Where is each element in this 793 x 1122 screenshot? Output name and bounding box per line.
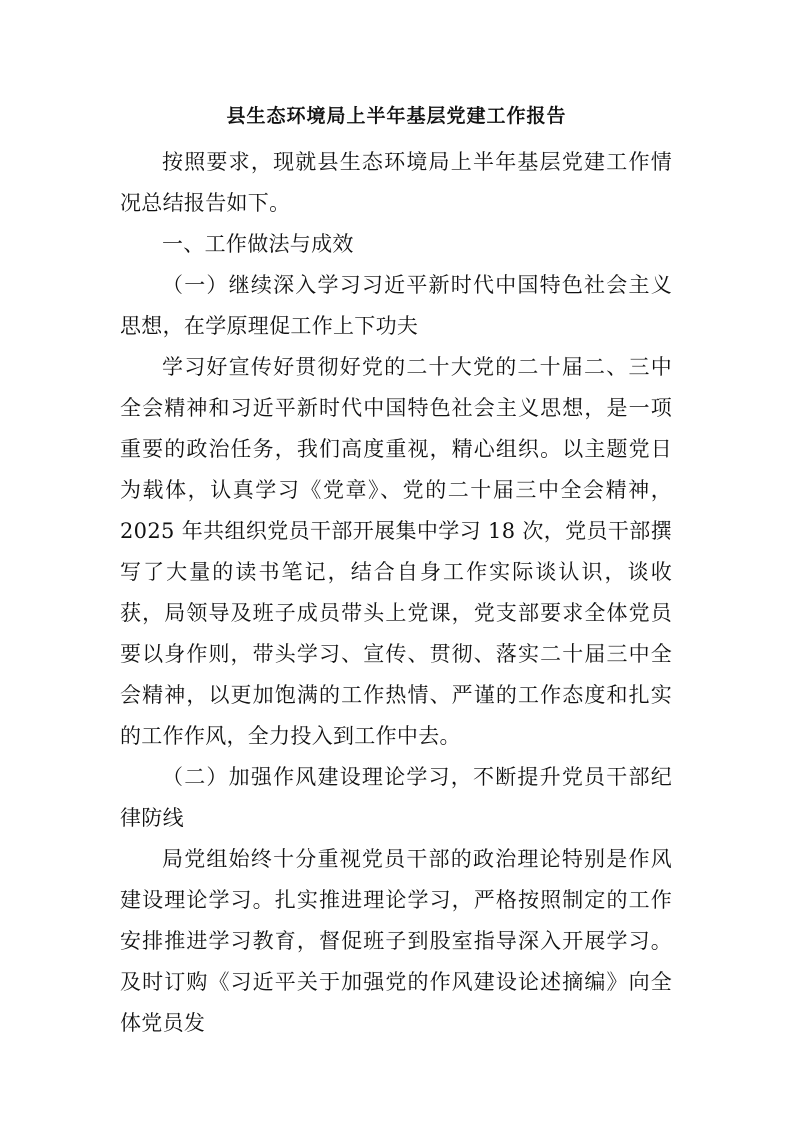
document-title: 县生态环境局上半年基层党建工作报告 [226, 105, 567, 127]
intro-paragraph: 按照要求，现就县生态环境局上半年基层党建工作情况总结报告如下。 [120, 150, 672, 215]
section-heading: 一、工作做法与成效 [162, 232, 354, 256]
subsection-heading-2: （二）加强作风建设理论学习，不断提升党员干部纪律防线 [120, 765, 672, 830]
body-paragraph-2: 局党组始终十分重视党员干部的政治理论特别是作风建设理论学习。扎实推进理论学习，严格按照制定的工作安排推进学习教育，督促班子到股室指导深入开展学习。及时订购《习近平关于加强党的作风建设论述摘编》向全体党员发 [120, 847, 672, 1035]
body-paragraph-1: 学习好宣传好贯彻好党的二十大党的二十届二、三中全会精神和习近平新时代中国特色社会主义思想，是一项重要的政治任务，我们高度重视，精心组织。以主题党日为载体，认真学习《党章》、党的二十届三中全会精神，2025 年共组织党员干部开展集中学习 18 次，党员干部撰写了大量的读书笔记，结合自身工作实际谈认识，谈收获，局领导及班子成员带头上党课，党支部要求全体党员要以身作则，带头学习、宣传、贯彻、落实二十届三中全会精神，以更加饱满的工作热情、严谨的工作态度和扎实的工作作风，全力投入到工作中去。 [120, 355, 672, 748]
subsection-heading-1: （一）继续深入学习习近平新时代中国特色社会主义思想，在学原理促工作上下功夫 [120, 273, 672, 338]
document-body [120, 142, 672, 1044]
